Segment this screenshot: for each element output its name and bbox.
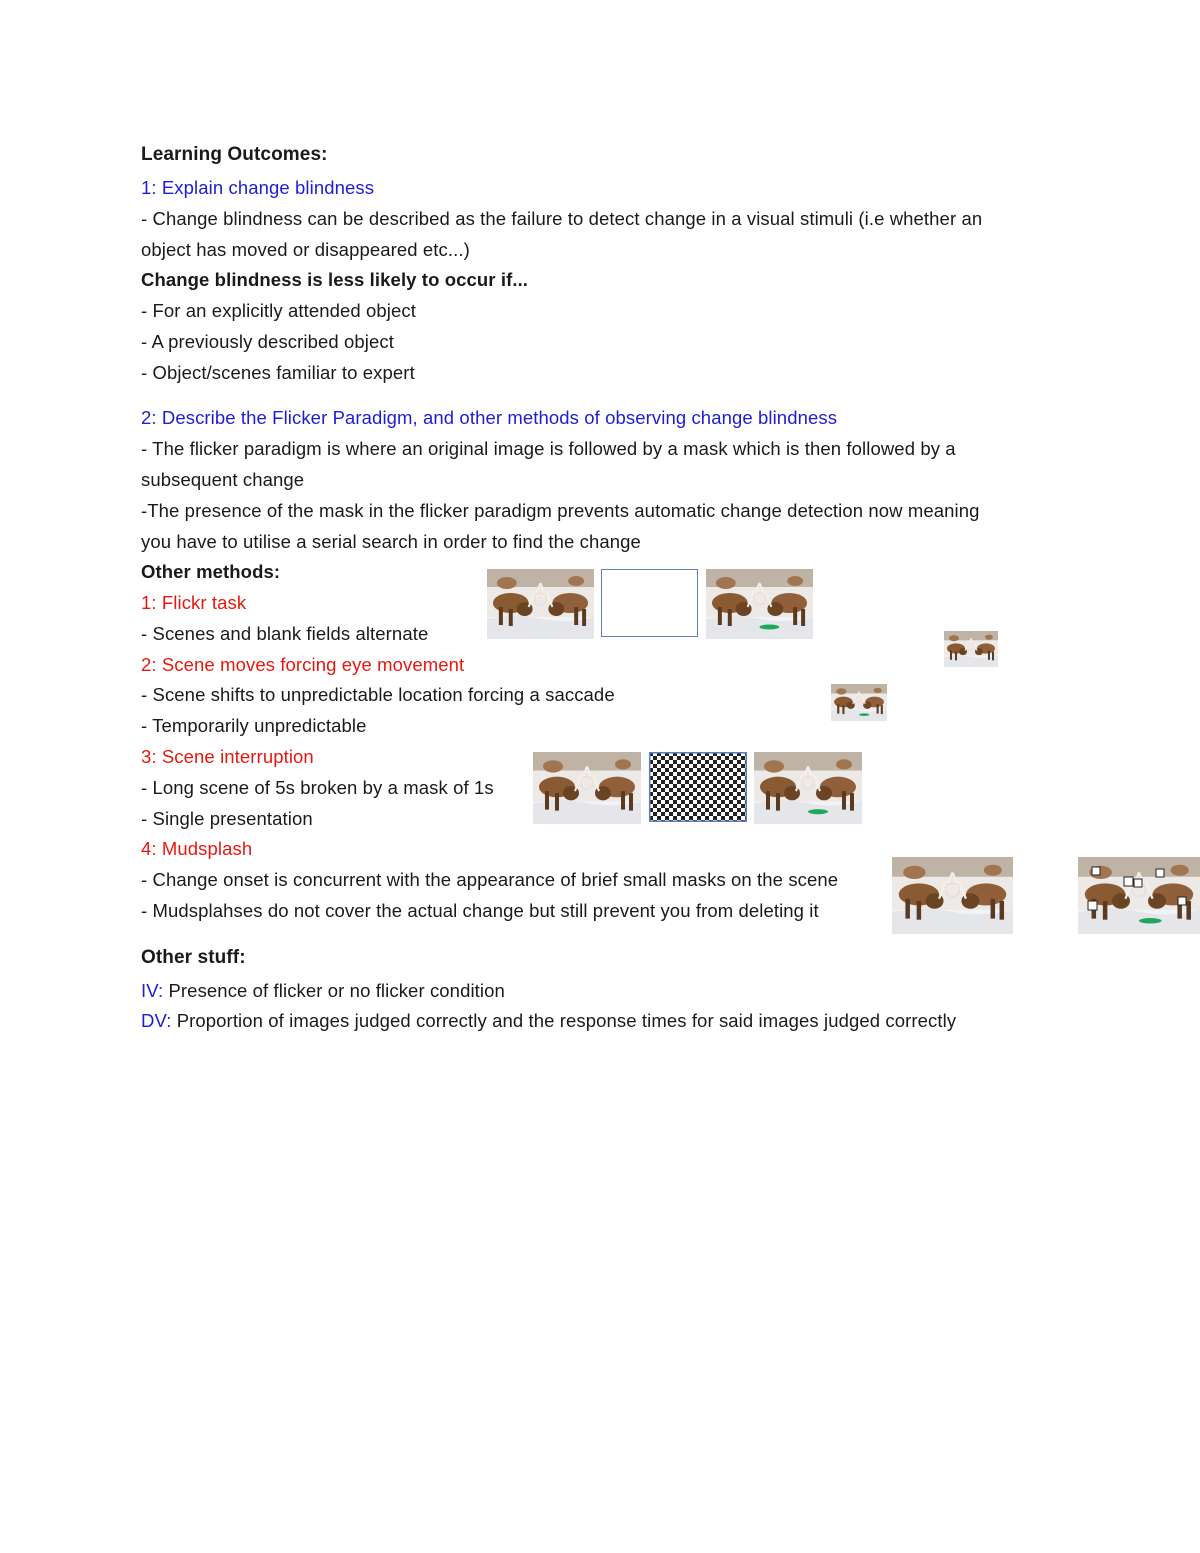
outcome2-line: - The flicker paradigm is where an original image is followed by a mask which is then followed by a bbox=[141, 438, 956, 459]
dv-line bbox=[141, 1009, 956, 1033]
elk-scene-small-changed-image bbox=[831, 684, 887, 721]
method-title: 4: Mudsplash bbox=[141, 838, 253, 859]
checker-mask-image bbox=[649, 752, 747, 822]
outcome1-desc-line2: object has moved or disappeared etc...) bbox=[141, 239, 470, 260]
elk-scene-changed-image bbox=[754, 752, 862, 824]
page-heading: Learning Outcomes: bbox=[141, 144, 328, 165]
method-point: - Change onset is concurrent with the appearance of brief small masks on the scene bbox=[141, 869, 839, 890]
outcome2-line: -The presence of the mask in the flicker paradigm prevents automatic change detection now meaning bbox=[141, 500, 980, 521]
method-title: 1: Flickr task bbox=[141, 592, 247, 613]
elk-scene-small-image bbox=[944, 631, 998, 667]
iv-label: IV: bbox=[141, 980, 164, 1001]
method-point: - Scenes and blank fields alternate bbox=[141, 623, 429, 644]
blank-field-image bbox=[601, 569, 698, 637]
method-title: 2: Scene moves forcing eye movement bbox=[141, 654, 465, 675]
elk-scene-image bbox=[533, 752, 641, 824]
method-point: - Scene shifts to unpredictable location forcing a saccade bbox=[141, 684, 615, 705]
method-point: - Temporarily unpredictable bbox=[141, 715, 367, 736]
elk-scene-changed-image bbox=[706, 569, 813, 639]
other-methods-heading: Other methods: bbox=[141, 561, 281, 582]
method-point: - Long scene of 5s broken by a mask of 1s bbox=[141, 777, 494, 798]
method-title: 3: Scene interruption bbox=[141, 746, 314, 767]
outcome2-line: subsequent change bbox=[141, 469, 305, 490]
list-item: - A previously described object bbox=[141, 331, 394, 352]
outcome1-title: 1: Explain change blindness bbox=[141, 177, 375, 198]
less-likely-heading: Change blindness is less likely to occur if... bbox=[141, 269, 529, 290]
iv-line bbox=[141, 979, 505, 1003]
elk-scene-image bbox=[487, 569, 594, 639]
list-item: - For an explicitly attended object bbox=[141, 300, 416, 321]
outcome1-desc-line1: - Change blindness can be described as the failure to detect change in a visual stimuli (i.e whether an bbox=[141, 208, 983, 229]
method-point: - Single presentation bbox=[141, 808, 313, 829]
outcome2-title: 2: Describe the Flicker Paradigm, and other methods of observing change blindness bbox=[141, 407, 838, 428]
dv-label: DV: bbox=[141, 1010, 172, 1031]
dv-text: Proportion of images judged correctly and the response times for said images judged correctly bbox=[171, 1010, 957, 1031]
mudsplash-scene-image bbox=[1078, 857, 1200, 934]
list-item: - Object/scenes familiar to expert bbox=[141, 362, 415, 383]
iv-text: Presence of flicker or no flicker condition bbox=[163, 980, 505, 1001]
method-point: - Mudsplahses do not cover the actual change but still prevent you from deleting it bbox=[141, 900, 819, 921]
other-stuff-heading: Other stuff: bbox=[141, 947, 246, 968]
elk-scene-image bbox=[892, 857, 1013, 934]
outcome2-line: you have to utilise a serial search in order to find the change bbox=[141, 531, 641, 552]
